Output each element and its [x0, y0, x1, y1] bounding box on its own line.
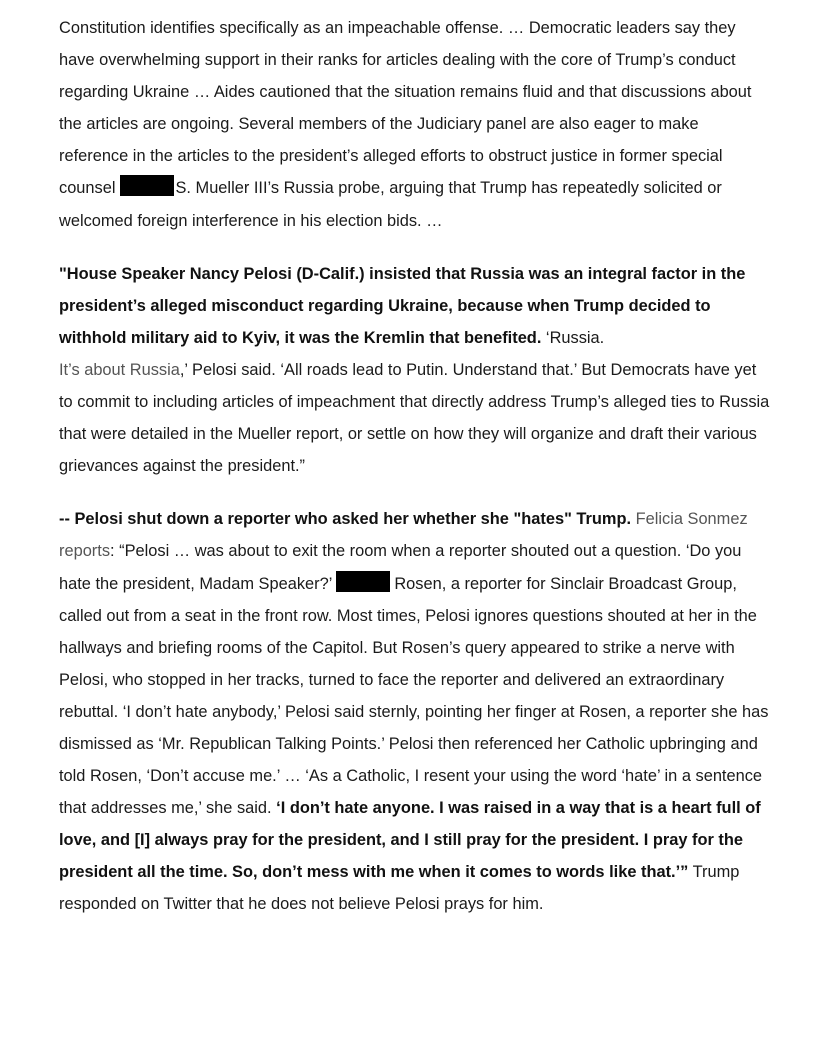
paragraph-text: Rosen, a reporter for Sinclair Broadcast Group, called out from a seat in the front row. Most times, Pelosi ignores questions shouted at her in the hallways and briefing rooms of the Capitol. But Rosen’s query appeared to strike a nerve with Pelosi, who stopped in her tracks, turned to face the reporter and delivered an extraordinary rebuttal. ‘I don’t hate anybody,’ Pelosi said sternly, pointing her finger at Rosen, a reporter she has dismissed as ‘Mr. Republican Talking Points.’ Pelosi then referenced her Catholic upbringing and told Rosen, ‘Don’t accuse me.’ … ‘As a Catholic, I resent your using the word ‘hate’ in a sentence that addresses me,’ she said.	[59, 574, 769, 818]
document-body	[59, 12, 771, 921]
paragraph-text: Trump responded on Twitter that he does not believe Pelosi prays for him.	[59, 863, 740, 914]
paragraph-text: ,’ Pelosi said. ‘All roads lead to Putin. Understand that.’ But Democrats have yet to commit to including articles of impeachment that directly address Trump’s alleged ties to Russia that were detailed in the Mueller report, or settle on how they will organize and draft their various grievances against the president.”	[59, 360, 770, 476]
felicia-sonmez-reports-link[interactable]: Felicia Sonmez reports	[59, 510, 748, 561]
bold-lead-text: "House Speaker Nancy Pelosi (D-Calif.) insisted that Russia was an integral factor in the president’s alleged misconduct regarding Ukraine, because when Trump decided to withhold military aid to Kyiv, it was the Kremlin that benefited.	[59, 264, 746, 347]
bold-quote-text: ‘I don’t hate anyone. I was raised in a way that is a heart full of love, and [I] always pray for the president, and I still pray for the president. I pray for the president all the time. So, don’t mess with me when it comes to words like that.’”	[59, 799, 761, 882]
paragraph-pelosi-russia	[59, 258, 771, 483]
its-about-russia-link[interactable]: It’s about Russia	[59, 360, 180, 379]
paragraph-text: Constitution identifies specifically as an impeachable offense. … Democratic leaders say they have overwhelming support in their ranks for articles dealing with the core of Trump’s conduct regarding Ukraine … Aides cautioned that the situation remains fluid and that discussions about the articles are ongoing. Several members of the Judiciary panel are also eager to make reference in the articles to the president’s alleged efforts to obstruct justice in former special counsel	[59, 19, 752, 198]
paragraph-pelosi-reporter	[59, 503, 771, 920]
paragraph-text: : “Pelosi … was about to exit the room when a reporter shouted out a question. ‘Do you hate the president, Madam Speaker?’	[59, 542, 742, 593]
redaction-box	[120, 175, 174, 196]
paragraph-articles-of-impeachment	[59, 12, 771, 237]
bold-lead-text: -- Pelosi shut down a reporter who asked her whether she "hates" Trump.	[59, 510, 632, 529]
redaction-box	[336, 571, 390, 592]
paragraph-text: S. Mueller III’s Russia probe, arguing that Trump has repeatedly solicited or welcomed foreign interference in his election bids. …	[59, 179, 722, 230]
paragraph-text: ‘Russia.	[541, 328, 605, 347]
